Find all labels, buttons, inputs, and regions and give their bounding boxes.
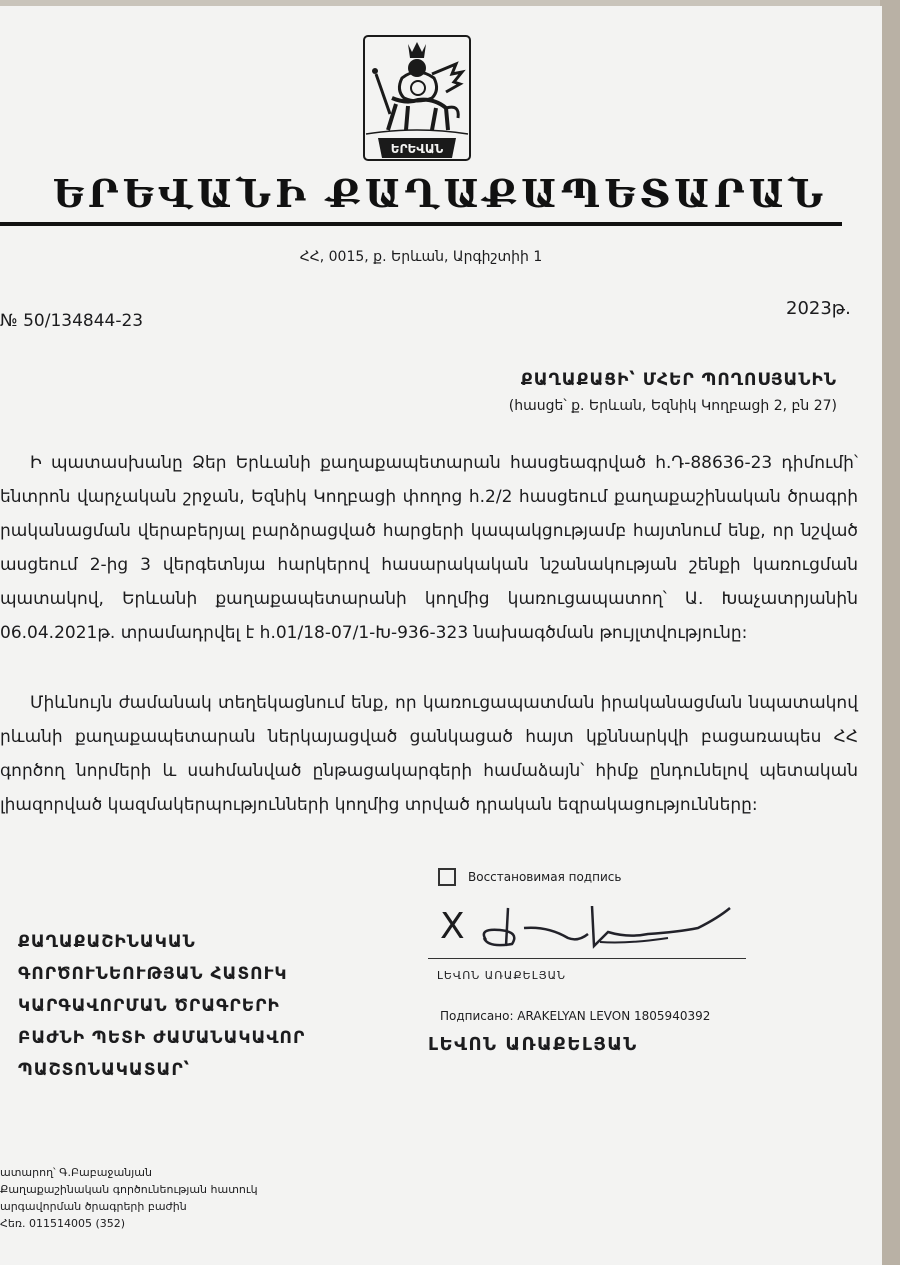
- reference-number: № 50/134844-23: [0, 311, 144, 331]
- position-line: ՊԱՇՏՈՆԱԿԱՏԱՐ՝: [18, 1060, 191, 1080]
- signature-x-mark: X: [440, 906, 465, 947]
- addressee-block: [509, 370, 837, 414]
- digital-signature-icon: [438, 868, 456, 886]
- signer-name: ԼԵՎՈՆ ԱՌԱՔԵԼՅԱՆ: [428, 1034, 638, 1055]
- footer-line: Հեռ. 011514005 (352): [0, 1217, 126, 1230]
- signature-area: [428, 898, 748, 968]
- emblem-text: ԵՐԵՎԱՆ: [390, 142, 444, 156]
- header-divider: [0, 222, 842, 226]
- yerevan-coat-of-arms-icon: [362, 34, 472, 162]
- organization-address: ՀՀ, 0015, ք. Երևան, Արգիշտիի 1: [299, 249, 543, 265]
- addressee-address: (հասցե՝ ք. Երևան, Եզնիկ Կողբացի 2, բն 27): [508, 398, 837, 414]
- organization-name: ԵՐԵՎԱՆԻ ՔԱՂԱՔԱՊԵՏԱՐԱՆ: [52, 171, 828, 216]
- position-line: ԳՈՐԾՈՒՆԵՈՒԹՅԱՆ ՀԱՏՈՒԿ: [18, 964, 288, 984]
- restorable-signature-label: Восстановимая подпись: [468, 870, 622, 884]
- addressee-name: ՔԱՂԱՔԱՑԻ՝ ՄՀԵՐ ՊՈՂՈՍՅԱՆԻՆ: [520, 370, 837, 390]
- signature-caption: ԼԵՎՈՆ ԱՌԱՔԵԼՅԱՆ: [437, 969, 567, 982]
- signature-line: [428, 958, 746, 959]
- footer-executor: [0, 1164, 258, 1232]
- signatory-position: [18, 926, 348, 1086]
- restorable-signature-note: [438, 868, 621, 886]
- position-line: ԿԱՐԳԱՎՈՐՄԱՆ ԾՐԱԳՐԵՐԻ: [18, 996, 280, 1016]
- body-paragraph-1: Ի պատասխանը Ձեր Երևանի քաղաքապետարան հասցեագրված հ.Դ-88636-23 դիմումի՝ ենտրոն վարչական շրջան, Եզնիկ Կողբացի փողոց հ.2/2 հասցեում քաղաքաշինական ծրագրի րականացման վերաբերյալ բարձրացված հարցերի կապակցությամբ հայտնում ենք, որ նշված ասցեում 2-ից 3 վերգետնյա հարկերով հասարակական նշանակության շենքի կառուցման պատակով, Երևանի քաղաքապետարանի կողմից կառուցապատող՝ Ա. Խաչատրյանին 06.04.2021թ. տրամադրվել է հ.01/18-07/1-Խ-936-323 նախագծման թույլտվությունը:: [0, 453, 858, 643]
- letter-sheet: [0, 6, 882, 1265]
- position-line: ԲԱԺՆԻ ՊԵՏԻ ԺԱՄԱՆԱԿԱՎՈՐ: [18, 1028, 306, 1048]
- body-paragraph-2: Միևնույն ժամանակ տեղեկացնում ենք, որ կառուցապատման իրականացման նպատակով րևանի քաղաքապետարան ներկայացված ցանկացած հայտ կքննարկվի բացառապես ՀՀ գործող նորմերի և սահմանված ընթացակարգերի համաձայն՝ հիմք ընդունելով պետական լիազորված կազմակերպությունների կողմից տրված դրական եզրակացությունները:: [0, 693, 858, 815]
- signed-by: Подписано: ARAKELYAN LEVON 1805940392: [440, 1009, 711, 1023]
- footer-line: Քաղաքաշինական գործունեության հատուկ: [0, 1183, 258, 1196]
- footer-line: ատարող՝ Գ.Բաբաջանյան: [0, 1166, 152, 1179]
- footer-line: արգավորման ծրագրերի բաժին: [0, 1200, 187, 1213]
- letter-date: 2023թ.: [786, 298, 851, 319]
- position-line: ՔԱՂԱՔԱՇԻՆԱԿԱՆ: [18, 932, 196, 952]
- photo-background-edge: [880, 0, 900, 1265]
